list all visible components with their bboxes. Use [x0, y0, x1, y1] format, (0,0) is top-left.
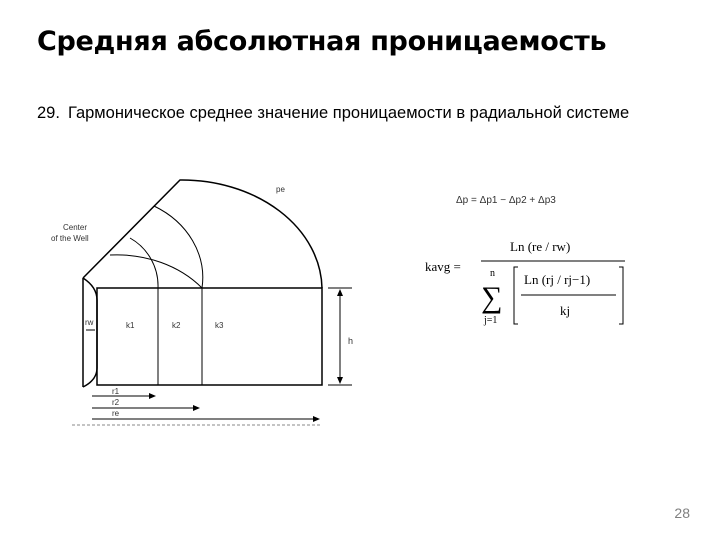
arc-r2 — [154, 206, 203, 288]
r2-arrowhead — [193, 405, 200, 411]
arc-r1 — [130, 238, 158, 288]
r2-label: r2 — [112, 398, 120, 407]
wellbore-curve — [83, 278, 97, 387]
sum-numerator: Ln (rj / rj−1) — [524, 272, 591, 287]
r1-arrowhead — [149, 393, 156, 399]
sigma-icon: ∑ — [481, 281, 503, 314]
center-label-line2: of the Well — [51, 234, 89, 243]
sum-denominator: kj — [560, 303, 571, 318]
subtitle-text: Гармоническое среднее значение проницаемости в радиальной системе — [67, 104, 630, 122]
rw-label: rw — [85, 318, 94, 327]
item-number: 29. — [37, 104, 60, 122]
zone-k1-label: k1 — [126, 321, 135, 330]
reservoir-slab — [97, 288, 322, 385]
zone-k3-label: k3 — [215, 321, 224, 330]
center-label-line1: Center — [63, 223, 88, 232]
sum-upper-limit: n — [490, 268, 495, 279]
height-h-label: h — [348, 336, 354, 346]
numerator: Ln (re / rw) — [510, 239, 571, 254]
zone-k2-label: k2 — [172, 321, 181, 330]
right-bracket — [619, 267, 623, 324]
k-avg-symbol: kavg = — [425, 259, 461, 274]
pressure-drop-equation: Δp = Δp1 − Δp2 + Δp3 — [456, 195, 556, 206]
h-arrow-bottom — [337, 377, 343, 384]
page-number: 28 — [674, 505, 690, 521]
r1-label: r1 — [112, 387, 120, 396]
slide-title: Средняя абсолютная проницаемость — [37, 26, 607, 57]
re-label: re — [112, 409, 120, 418]
re-arrowhead — [313, 416, 320, 422]
pressure-pe-label: pe — [276, 185, 285, 194]
h-arrow-top — [337, 289, 343, 296]
left-bracket — [514, 267, 518, 324]
sum-lower-limit: j=1 — [484, 315, 498, 326]
